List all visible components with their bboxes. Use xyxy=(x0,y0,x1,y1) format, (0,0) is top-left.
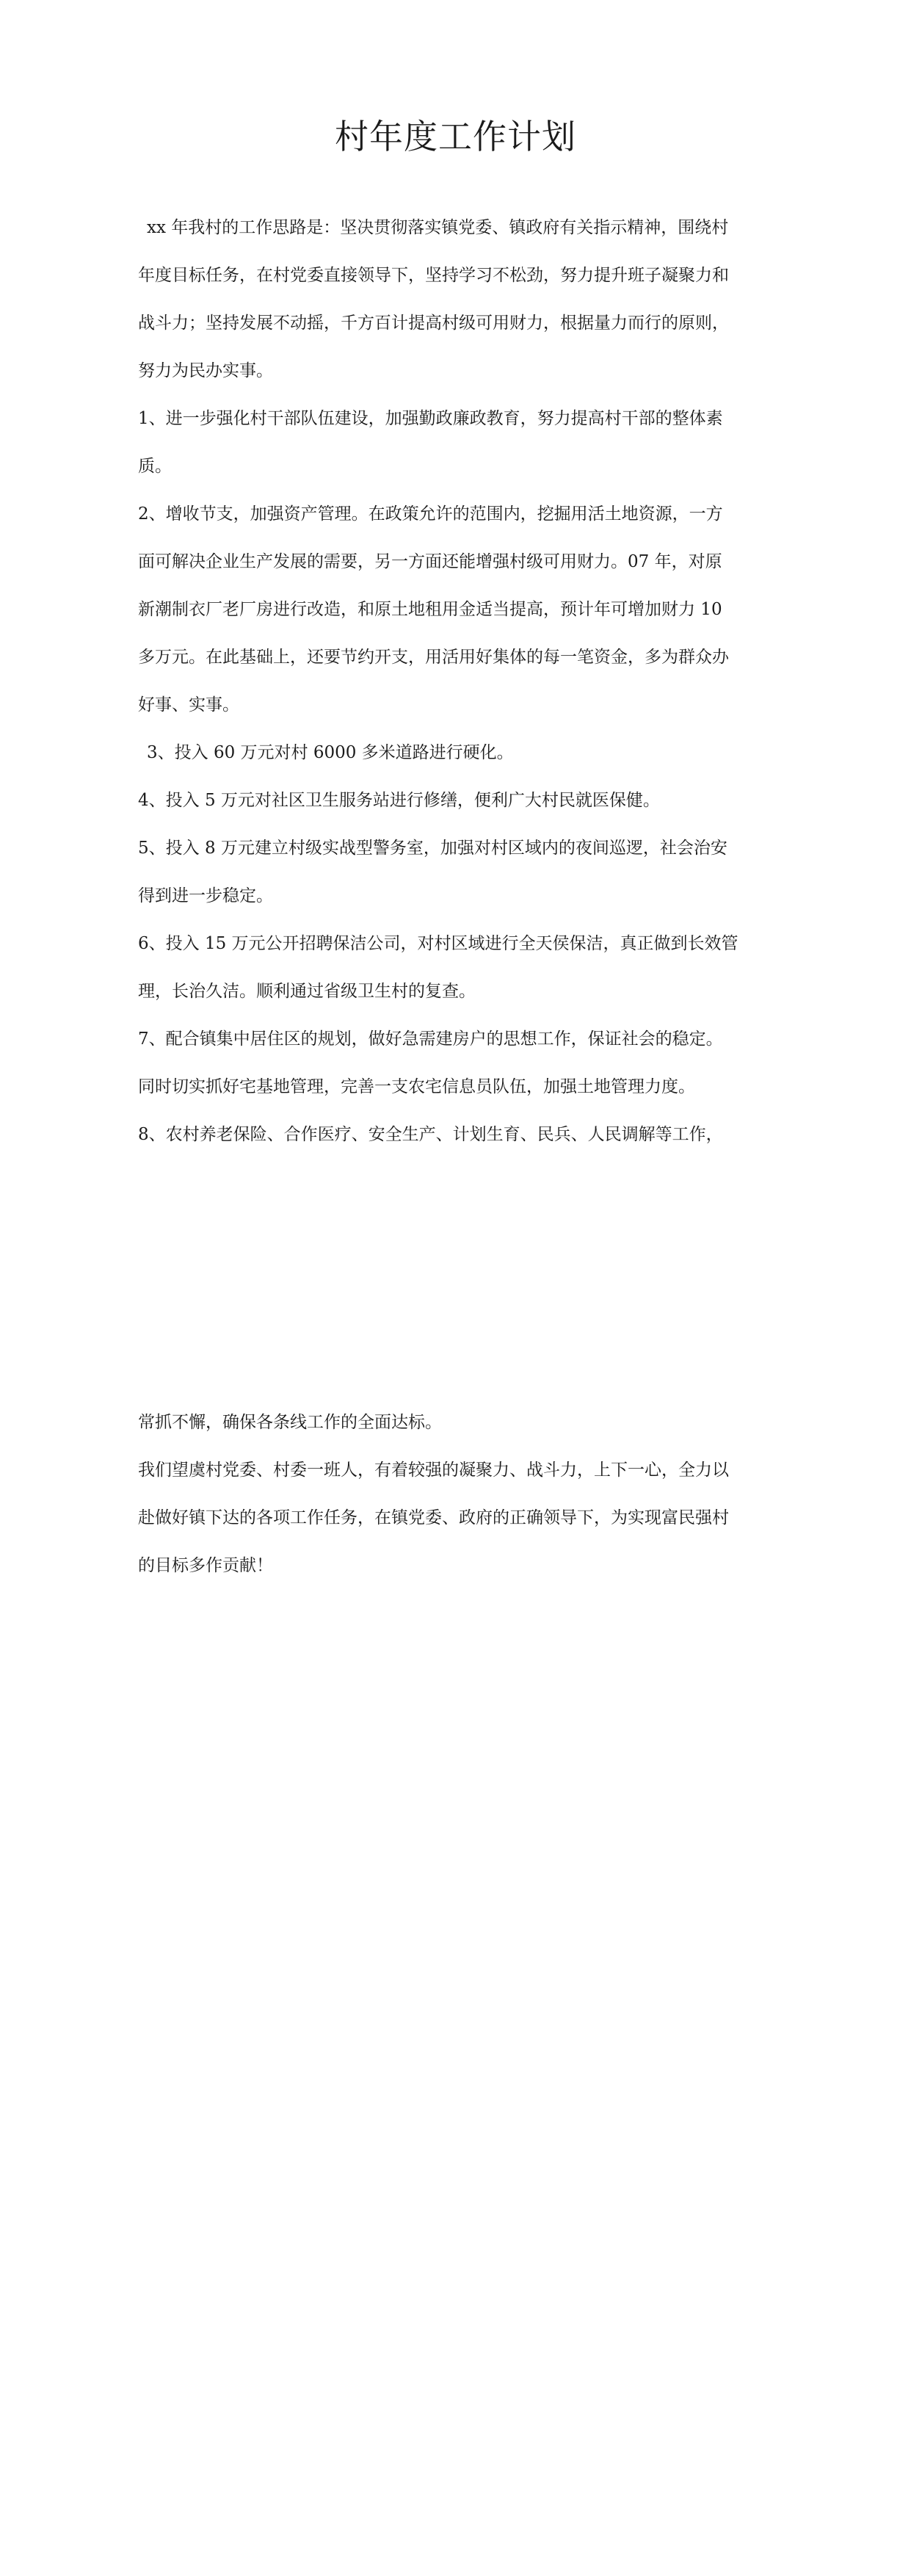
body-line: 年度目标任务，在村党委直接领导下，坚持学习不松劲，努力提升班子凝聚力和 xyxy=(138,266,729,285)
body-line: 好事、实事。 xyxy=(138,695,239,714)
body-line: 6、投入 15 万元公开招聘保洁公司，对村区域进行全天侯保洁，真正做到长效管 xyxy=(138,934,738,953)
body-line: 战斗力；坚持发展不动摇，千方百计提高村级可用财力，根据量力而行的原则， xyxy=(138,314,729,333)
body-line: 得到进一步稳定。 xyxy=(138,886,273,905)
body-line: xx 年我村的工作思路是：坚决贯彻落实镇党委、镇政府有关指示精神，围绕村 xyxy=(147,218,729,237)
body-section-1 xyxy=(138,204,777,1159)
body-line: 理，长治久洁。顺利通过省级卫生村的复查。 xyxy=(138,982,476,1001)
body-line: 多万元。在此基础上，还要节约开支，用活用好集体的每一笔资金，多为群众办 xyxy=(138,648,729,667)
body-line: 1、进一步强化村干部队伍建设，加强勤政廉政教育，努力提高村干部的整体素 xyxy=(138,409,723,428)
body-line: 常抓不懈，确保各条线工作的全面达标。 xyxy=(138,1413,442,1432)
body-line: 7、配合镇集中居住区的规划，做好急需建房户的思想工作，保证社会的稳定。 xyxy=(138,1030,723,1049)
body-line: 的目标多作贡献！ xyxy=(138,1556,273,1575)
body-line: 同时切实抓好宅基地管理，完善一支农宅信息员队伍，加强土地管理力度。 xyxy=(138,1077,695,1096)
body-line: 4、投入 5 万元对社区卫生服务站进行修缮，便利广大村民就医保健。 xyxy=(138,791,660,810)
body-line: 8、农村养老保险、合作医疗、安全生产、计划生育、民兵、人民调解等工作， xyxy=(138,1125,723,1144)
body-line: 我们望虞村党委、村委一班人，有着较强的凝聚力、战斗力，上下一心，全力以 xyxy=(138,1461,729,1480)
body-line: 面可解决企业生产发展的需要，另一方面还能增强村级可用财力。07 年，对原 xyxy=(138,552,722,571)
body-line: 努力为民办实事。 xyxy=(138,361,273,380)
body-line: 新潮制衣厂老厂房进行改造，和原土地租用金适当提高，预计年可增加财力 10 xyxy=(138,600,722,619)
body-line: 质。 xyxy=(138,457,172,476)
body-line: 3、投入 60 万元对村 6000 多米道路进行硬化。 xyxy=(147,743,514,762)
document-title: 村年度工作计划 xyxy=(335,117,576,156)
body-line: 2、增收节支，加强资产管理。在政策允许的范围内，挖掘用活土地资源，一方 xyxy=(138,504,723,524)
body-line: 赴做好镇下达的各项工作任务，在镇党委、政府的正确领导下，为实现富民强村 xyxy=(138,1508,729,1527)
body-line: 5、投入 8 万元建立村级实战型警务室，加强对村区域内的夜间巡逻，社会治安 xyxy=(138,839,727,858)
body-section-2 xyxy=(138,1399,777,1590)
